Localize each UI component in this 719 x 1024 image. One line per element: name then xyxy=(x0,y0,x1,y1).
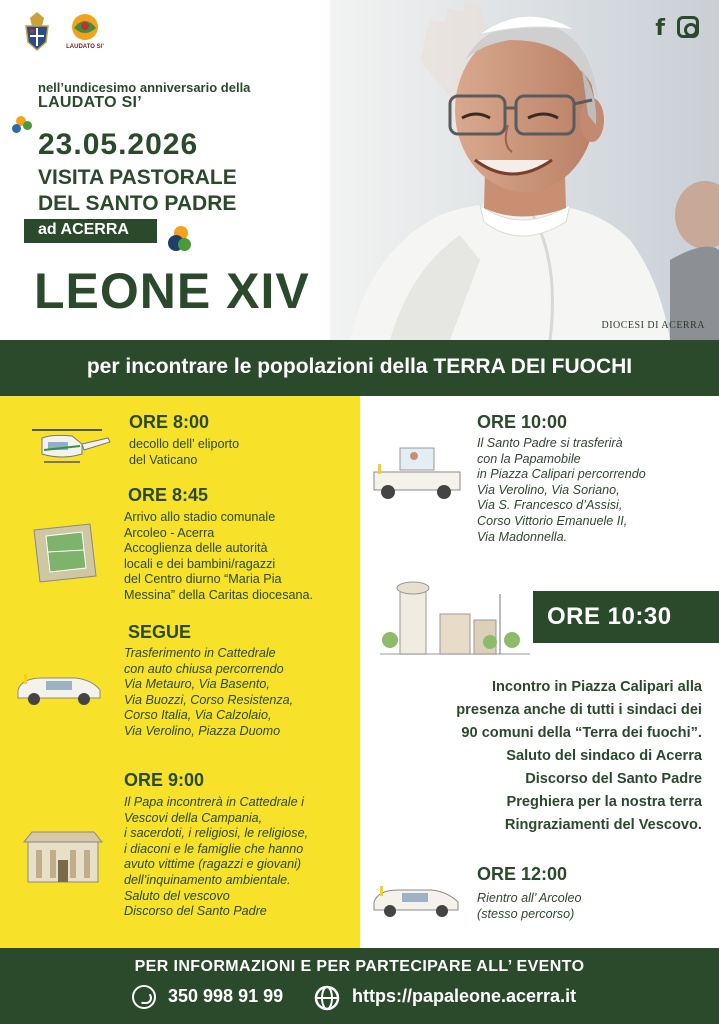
time-1200: ORE 12:00 xyxy=(477,864,568,884)
pope-name: LEONE XIV xyxy=(34,263,310,319)
phone-number[interactable]: 350 998 91 99 xyxy=(168,986,284,1006)
time-0900: ORE 9:00 xyxy=(124,770,205,790)
desc-0800: decollo dell’ eliporto del Vaticano xyxy=(129,437,240,467)
car-return-illustration xyxy=(370,878,464,920)
logos xyxy=(20,12,102,52)
popemobile-illustration xyxy=(370,444,464,504)
helicopter-illustration xyxy=(22,424,112,474)
footer xyxy=(0,948,719,1024)
desc-0900: Il Papa incontrerà in Cattedrale i Vescovi della Campania, i sacerdoti, i religiosi, le religiose, i diaconi e le famiglie che hanno avuto vittime (ragazzi e giovani) dell’inquinamento ambientale. Saluto del vescovo Discorso del Santo Padre xyxy=(124,795,309,919)
time-1000: ORE 10:00 xyxy=(477,412,568,432)
event-date: 23.05.2026 xyxy=(38,128,199,161)
desc-0845: Arrivo allo stadio comunale Arcoleo - Acerra Accoglienza delle autorità locali e dei bambini/ragazzi del Centro diurno “Maria Pia Messina” della Caritas diocesana. xyxy=(124,510,313,602)
time-segue: SEGUE xyxy=(128,622,192,642)
whatsapp-icon[interactable] xyxy=(132,985,156,1009)
laudato-si-title: LAUDATO SI’ xyxy=(38,94,143,111)
desc-1200: Rientro all’ Arcoleo (stesso percorso) xyxy=(477,891,582,921)
cathedral-illustration xyxy=(22,826,104,886)
place-label: ad ACERRA xyxy=(24,219,157,243)
decor-dot-green-2 xyxy=(178,238,191,251)
visit-title-line1: VISITA PASTORALE xyxy=(38,166,237,189)
footer-title: PER INFORMAZIONI E PER PARTECIPARE ALL’ EVENTO xyxy=(134,958,585,975)
laudato-si-logo-icon xyxy=(68,12,102,52)
anniversary-line: nell’undicesimo anniversario della xyxy=(38,80,251,95)
globe-icon[interactable] xyxy=(314,985,340,1011)
time-0845: ORE 8:45 xyxy=(128,485,209,505)
stadium-illustration xyxy=(30,522,98,584)
hero-section xyxy=(0,0,719,340)
diocesi-label: DIOCESI DI ACERRA xyxy=(601,320,705,331)
visit-title-line2: DEL SANTO PADRE xyxy=(38,192,237,215)
facebook-icon[interactable]: f xyxy=(655,16,665,41)
subtitle-banner: per incontrare le popolazioni della TERRA DEI FUOCHI xyxy=(0,340,719,396)
desc-1000: Il Santo Padre si trasferirà con la Papamobile in Piazza Calipari percorrendo Via Verolino, Via Soriano, Via S. Francesco d’Assisi, Corso Vittorio Emanuele II, Via Madonnella. xyxy=(477,436,646,544)
decor-dot-blue xyxy=(12,124,21,133)
time-1030: ORE 10:30 xyxy=(533,591,719,643)
laudato-logo-text: LAUDATO SI’ xyxy=(66,44,104,50)
website-link[interactable]: https://papaleone.acerra.it xyxy=(352,986,577,1006)
social-links xyxy=(655,16,699,41)
decor-dot-green xyxy=(23,121,32,130)
car-illustration xyxy=(14,666,106,708)
desc-1030: Incontro in Piazza Calipari alla presenza anche di tutti i sindaci dei 90 comuni della “Terra dei fuochi”. Saluto del sindaco di Acerra Discorso del Santo Padre Preghiera per la nostra terra Ringraziamenti del Vescovo. xyxy=(456,679,702,833)
desc-segue: Trasferimento in Cattedrale con auto chiusa percorrendo Via Metauro, Via Basento, Via Buozzi, Corso Resistenza, Corso Italia, Via Calzolaio, Via Verolino, Piazza Duomo xyxy=(124,646,294,738)
time-0800: ORE 8:00 xyxy=(129,412,210,432)
instagram-icon[interactable] xyxy=(677,16,699,38)
papal-coat-of-arms-icon xyxy=(20,12,54,52)
piazza-illustration xyxy=(380,574,530,666)
pope-portrait xyxy=(330,0,719,340)
